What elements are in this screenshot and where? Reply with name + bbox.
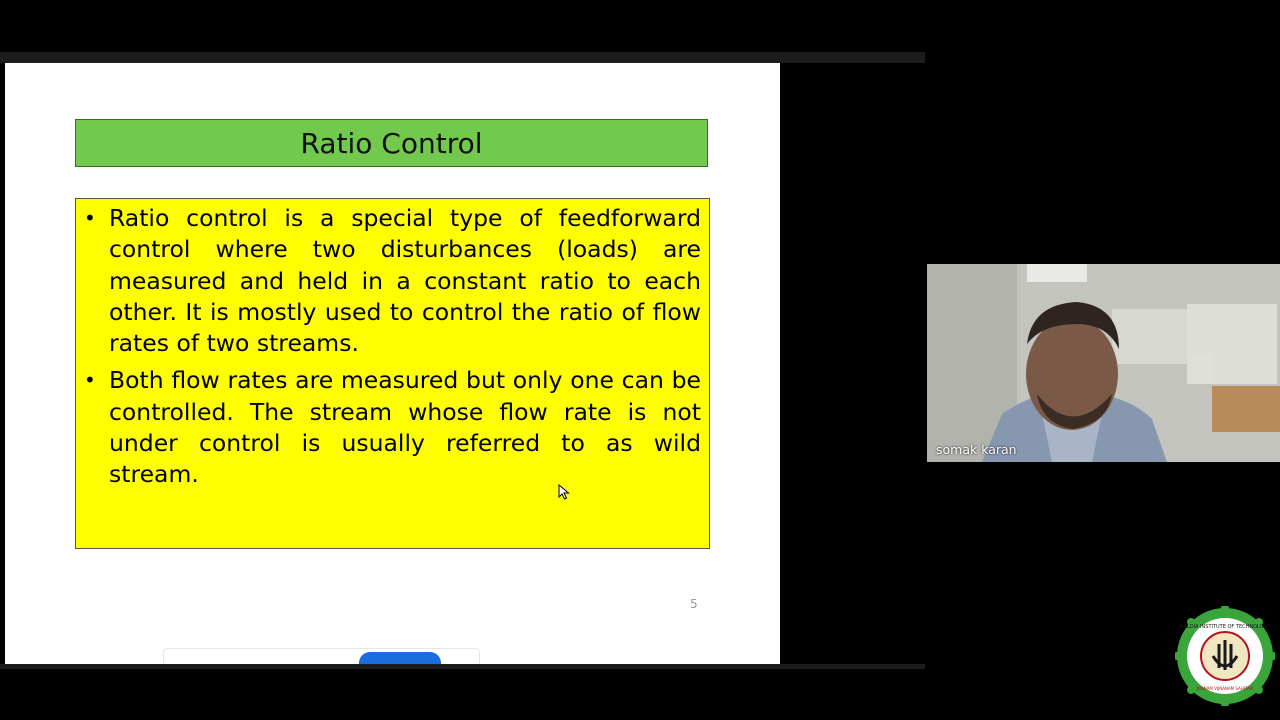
bullet-point — [76, 203, 701, 359]
logo-text-top: HALDIA INSTITUTE OF TECHNOLOGY — [1179, 624, 1271, 630]
stop-sharing-button[interactable] — [359, 652, 441, 664]
bullet-text: Both flow rates are measured but only one can be controlled. The stream whose flow rate is not under control is usually referred to as wild stream. — [109, 366, 701, 489]
participant-name: somak karan — [936, 442, 1017, 457]
video-feed — [927, 264, 1280, 462]
logo-text-bottom: JNANAM VIJNANAM SAHITAM — [1196, 686, 1254, 691]
bullet-icon: • — [84, 368, 96, 393]
slide-page-number: 5 — [690, 597, 698, 611]
screen-share-bar — [163, 648, 480, 664]
institute-logo — [1175, 606, 1275, 706]
slide-content-box — [75, 198, 710, 549]
bullet-icon: • — [84, 206, 96, 230]
mouse-cursor-icon — [558, 484, 570, 500]
slide-title: Ratio Control — [75, 119, 708, 167]
bottom-strip — [0, 664, 925, 669]
participant-video-tile[interactable] — [927, 264, 1280, 462]
presentation-slide — [5, 63, 780, 664]
bullet-text: Ratio control is a special type of feedforward control where two disturbances (loads) are measured and held in a constant ratio to each other. It is mostly used to control the ratio of flow rates of two streams. — [109, 204, 701, 358]
bullet-point — [76, 365, 701, 490]
top-strip — [0, 52, 925, 63]
